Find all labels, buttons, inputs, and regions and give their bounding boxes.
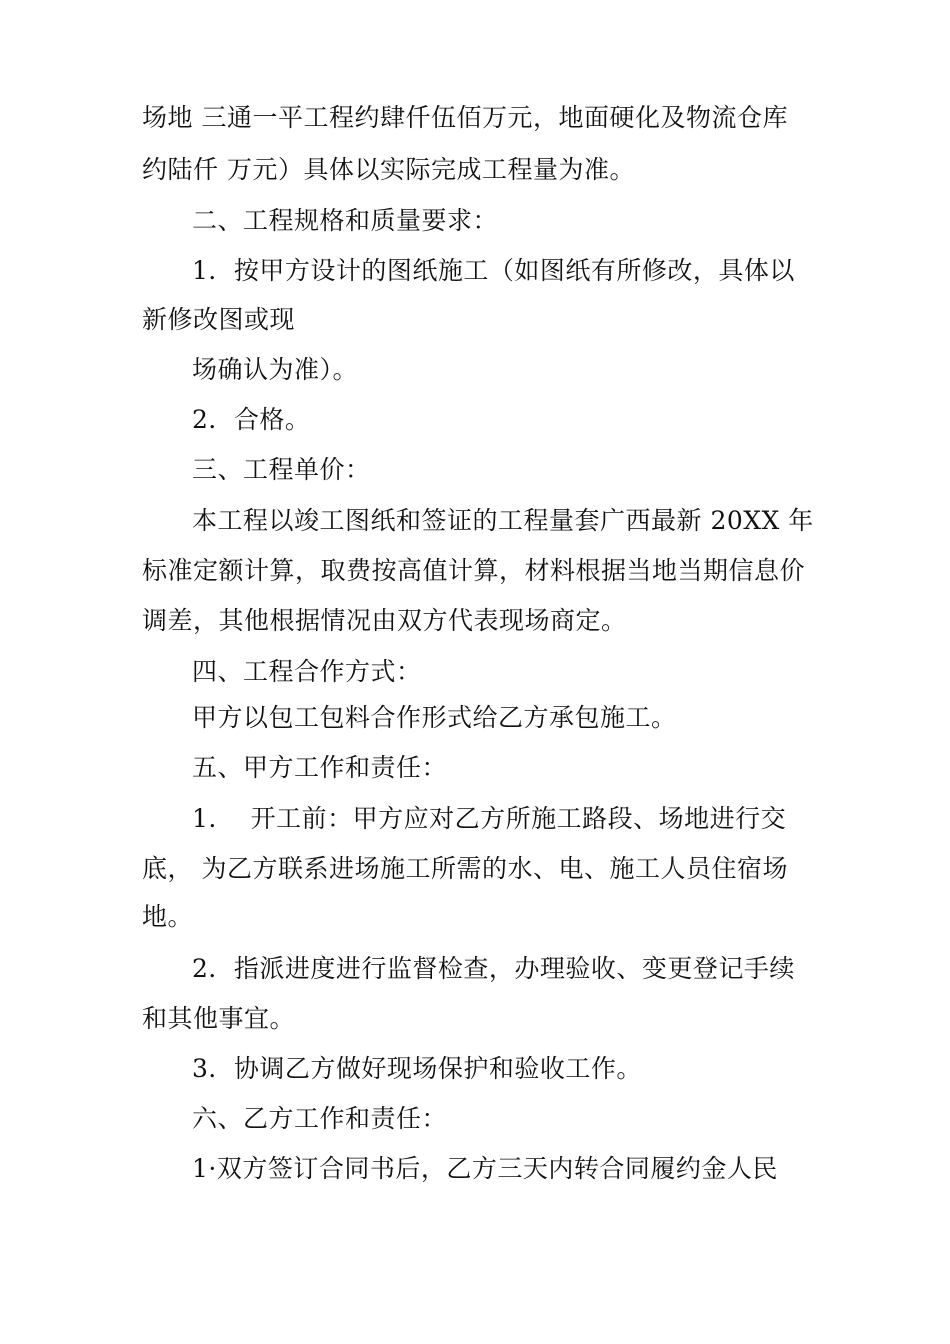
section-heading-2: 二、工程规格和质量要求： xyxy=(192,206,499,235)
text-line-5: 新修改图或现 xyxy=(142,305,296,334)
section-heading-5: 五、甲方工作和责任： xyxy=(192,753,448,782)
text-line-1: 场地 三通一平工程约肆仟伍佰万元，地面硬化及物流仓库 xyxy=(142,103,788,132)
text-line-2: 约陆仟 万元）具体以实际完成工程量为准。 xyxy=(142,155,635,184)
text-line-11: 调差，其他根据情况由双方代表现场商定。 xyxy=(142,606,627,635)
text-line-10: 标准定额计算，取费按高值计算，材料根据当地当期信息价 xyxy=(142,556,806,585)
text-line-16: 底， 为乙方联系进场施工所需的水、电、施工人员住宿场 xyxy=(142,854,788,883)
text-line-17: 地。 xyxy=(142,902,194,931)
text-line-13: 甲方以包工包料合作形式给乙方承包施工。 xyxy=(192,703,677,732)
text-line-4: 1．按甲方设计的图纸施工（如图纸有所修改，具体以 xyxy=(192,256,795,285)
text-line-6: 场确认为准）。 xyxy=(192,355,359,384)
section-heading-4: 四、工程合作方式： xyxy=(192,657,422,686)
text-line-15: 1. 开工前：甲方应对乙方所施工路段、场地进行交 xyxy=(192,804,787,833)
text-line-9: 本工程以竣工图纸和签证的工程量套广西最新 20XX 年 xyxy=(192,506,814,535)
text-line-20: 3．协调乙方做好现场保护和验收工作。 xyxy=(192,1054,642,1083)
text-line-22: 1·双方签订合同书后，乙方三天内转合同履约金人民 xyxy=(192,1154,778,1183)
text-line-19: 和其他事宜。 xyxy=(142,1004,296,1033)
section-heading-3: 三、工程单价： xyxy=(192,455,371,484)
text-line-7: 2．合格。 xyxy=(192,405,311,434)
text-line-18: 2．指派进度进行监督检查，办理验收、变更登记手续 xyxy=(192,954,795,983)
section-heading-6: 六、乙方工作和责任： xyxy=(192,1104,448,1133)
